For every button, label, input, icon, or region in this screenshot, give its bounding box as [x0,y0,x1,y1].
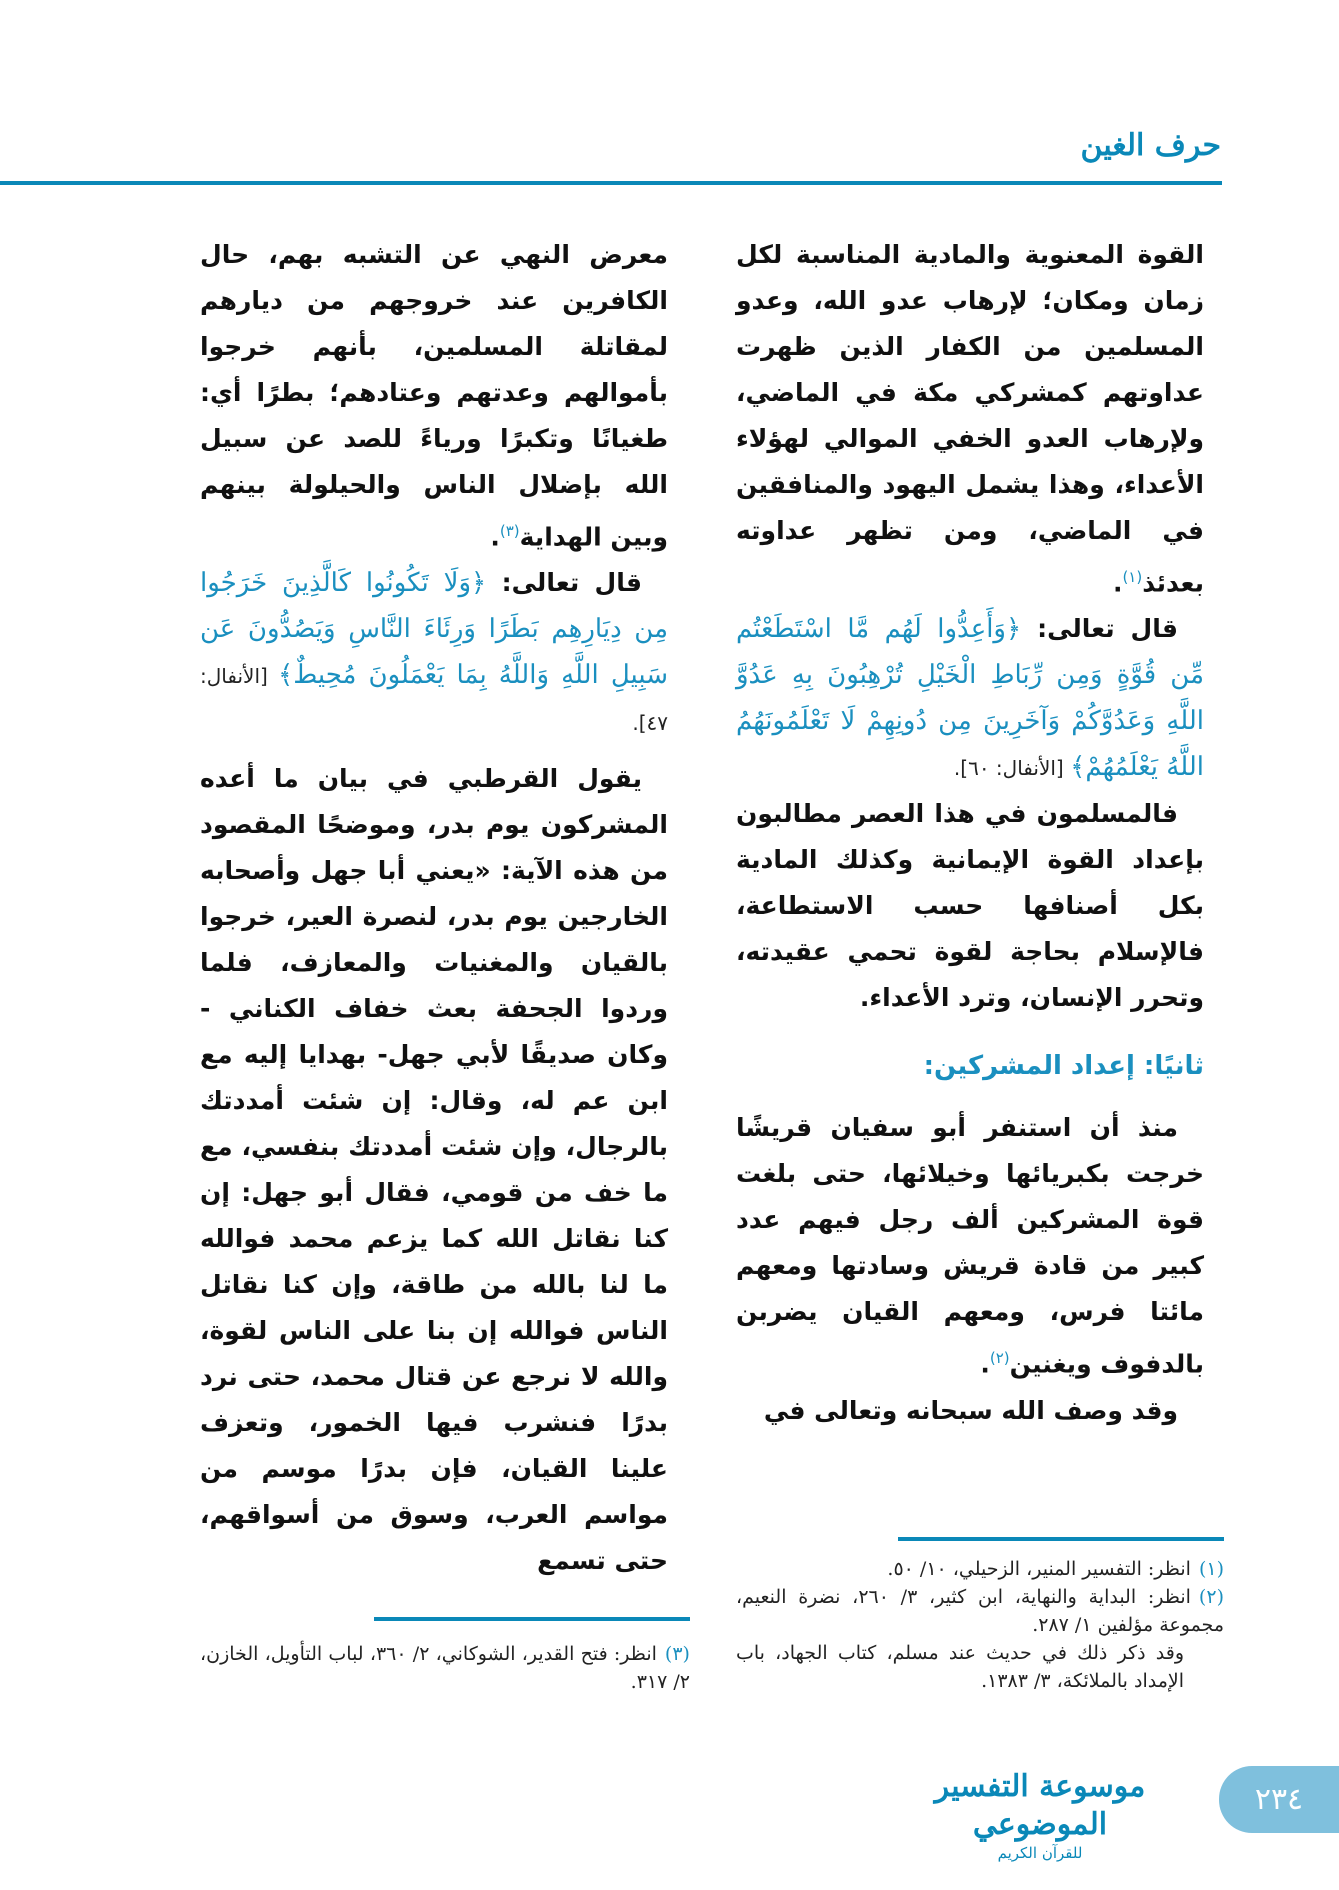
quran-quote [736,606,1204,791]
encyclopedia-logo [890,1768,1190,1862]
paragraph [200,232,668,560]
quran-verse: ﴿وَلَا تَكُونُوا كَالَّذِينَ خَرَجُوا مِن دِيَارِهِم بَطَرًا وَرِئَاءَ النَّاسِ وَيَصُدُّونَ عَن سَبِيلِ اللَّهِ وَاللَّهُ بِمَا يَعْمَلُونَ مُحِيطٌ﴾ [200,568,668,691]
footnote-text: انظر: التفسير المنير، الزحيلي، ١٠/ ٥٠. [887,1558,1191,1580]
page-number: ٢٣٤ [1254,1782,1304,1817]
punctuation: . [1112,568,1123,598]
paragraph-text: منذ أن استنفر أبو سفيان قريشًا خرجت بكبريائها وخيلائها، حتى بلغت قوة المشركين ألف رجل فيهم عدد كبير من قادة قريش وسادتها ومعهم مائتا فرس، ومعهم القيان يضربن بالدفوف ويغنين [736,1113,1204,1379]
quran-quote [200,560,668,746]
footnote-ref-3[interactable]: (٣) [499,522,520,540]
quote-intro: قال تعالى: [486,568,642,598]
punctuation: . [980,1349,990,1379]
footnote-separator [374,1617,690,1621]
footnote-text: انظر: فتح القدير، الشوكاني، ٢/ ٣٦٠، لباب التأويل، الخازن، ٢/ ٣١٧. [200,1643,690,1693]
footnotes-left [200,1640,690,1696]
verse-reference: [الأنفال: ٤٧]. [200,664,668,736]
paragraph [736,1105,1204,1387]
footnote-number: (١) [1198,1558,1224,1580]
quran-verse: ﴿وَأَعِدُّوا لَهُم مَّا اسْتَطَعْتُم مِّن قُوَّةٍ وَمِن رِّبَاطِ الْخَيْلِ تُرْهِبُونَ بِهِ عَدُوَّ اللَّهِ وَعَدُوَّكُمْ وَآخَرِينَ مِن دُونِهِمْ لَا تَعْلَمُونَهُمُ اللَّهُ يَعْلَمُهُمْ﴾ [736,614,1204,783]
logo-title: موسوعة التفسير الموضوعي [934,1769,1146,1842]
footnote [736,1583,1224,1639]
paragraph: وقد وصف الله سبحانه وتعالى في [763,1395,1178,1425]
paragraph [736,232,1204,606]
punctuation: . [490,522,500,552]
section-subheading: ثانيًا: إعداد المشركين: [923,1051,1204,1082]
right-column [736,232,1204,1434]
quote-intro: قال تعالى: [1021,614,1178,644]
footnote-ref-1[interactable]: (١) [1122,568,1143,586]
paragraph-text: معرض النهي عن التشبه بهم، حال الكافرين عند خروجهم من ديارهم لمقاتلة المسلمين، بأنهم خرجوا بأموالهم وعدتهم وعتادهم؛ بطرًا أي: طغيانًا وتكبرًا ورياءً للصد عن سبيل الله بإضلال الناس والحيلولة بينهم وبين الهداية [200,240,668,552]
page-number-badge [1219,1766,1339,1833]
verse-reference: [الأنفال: ٦٠]. [953,756,1071,781]
chapter-title: حرف الغين [1080,128,1221,163]
paragraph-text: القوة المعنوية والمادية المناسبة لكل زمان ومكان؛ لإرهاب عدو الله، وعدو المسلمين من الكفار الذين ظهرت عداوتهم كمشركي مكة في الماضي، ولإرهاب العدو الخفي الموالي لهؤلاء الأعداء، وهذا يشمل اليهود والمنافقين في الماضي، ومن تظهر عداوته بعدئذ [736,240,1204,598]
footnote-text: انظر: البداية والنهاية، ابن كثير، ٣/ ٢٦٠، نضرة النعيم، مجموعة مؤلفين ١/ ٢٨٧. [736,1586,1224,1636]
left-column [200,232,668,1584]
paragraph: يقول القرطبي في بيان ما أعده المشركون يوم بدر، وموضحًا المقصود من هذه الآية: «يعني أبا جهل وأصحابه الخارجين يوم بدر، لنصرة العير، خرجوا بالقيان والمغنيات والمعازف، فلما وردوا الجحفة بعث خفاف الكناني - وكان صديقًا لأبي جهل- بهدايا إليه مع ابن عم له، وقال: إن شئت أمددتك بالرجال، وإن شئت أمددتك بنفسي، مع ما خف من قومي، فقال أبو جهل: إن كنا نقاتل الله كما يزعم محمد فوالله ما لنا بالله من طاقة، وإن كنا نقاتل الناس فوالله إن بنا على الناس لقوة، والله لا نرجع عن قتال محمد، حتى نرد بدرًا فنشرب فيها الخمور، وتعزف علينا القيان، فإن بدرًا موسم من مواسم العرب، وسوق من أسواقهم، حتى تسمع [200,764,668,1576]
footnote-separator [898,1537,1224,1541]
logo-subtitle: للقرآن الكريم [997,1844,1083,1862]
footnote-number: (٢) [1198,1586,1224,1608]
footnotes-right [736,1555,1224,1695]
footnote-continuation [736,1639,1224,1695]
footnote [200,1640,690,1696]
paragraph: فالمسلمون في هذا العصر مطالبون بإعداد القوة الإيمانية وكذلك المادية بكل أصنافها حسب الاستطاعة، فالإسلام بحاجة لقوة تحمي عقيدته، وتحرر الإنسان، وترد الأعداء. [736,799,1204,1013]
footnote-text: وقد ذكر ذلك في حديث عند مسلم، كتاب الجهاد، باب الإمداد بالملائكة، ٣/ ١٣٨٣. [736,1642,1184,1692]
header-rule [0,181,1222,185]
footnote-number: (٣) [664,1643,690,1665]
footnote-ref-2[interactable]: (٢) [989,1349,1010,1368]
footnote [736,1555,1224,1583]
